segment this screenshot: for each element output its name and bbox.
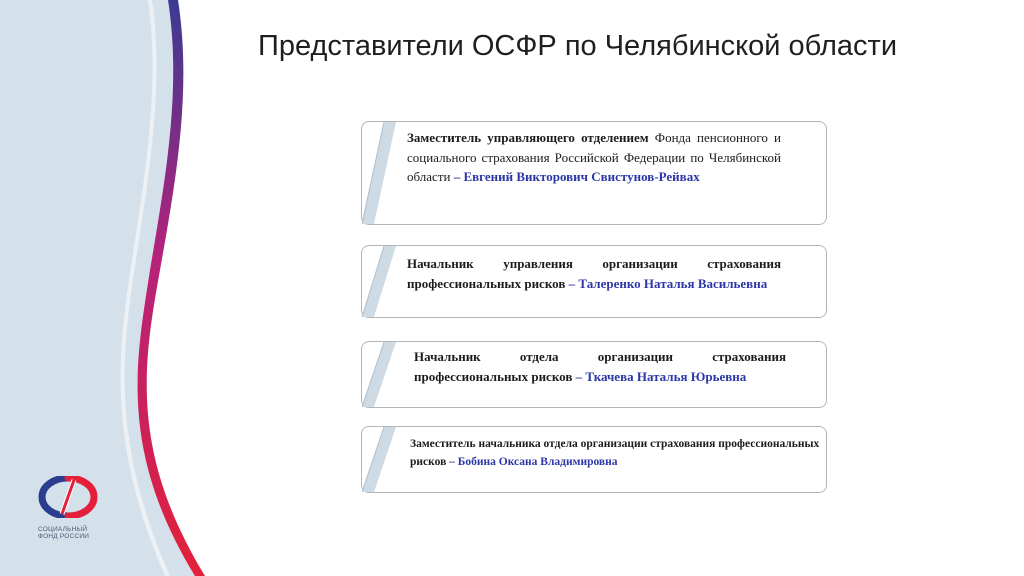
representative-card-4 [361, 426, 827, 493]
card-stripe [362, 427, 402, 492]
position-bold: Заместитель управляющего отделением [407, 130, 649, 145]
representative-text-1 [407, 128, 781, 187]
position-bold: Заместитель начальника отдела организации страхования профессиональных рисков [410, 438, 820, 468]
representative-name: Бобина Оксана Владимировна [457, 456, 618, 468]
representative-name: Ткачева Наталья Юрьевна [585, 368, 747, 384]
separator: – [450, 169, 464, 184]
representative-card-3 [361, 341, 827, 408]
separator: – [446, 456, 458, 468]
representative-card-1 [361, 121, 827, 225]
position-bold: Начальник управления организации страхования профессиональных рисков [407, 256, 781, 291]
card-stripe [362, 246, 402, 317]
page-title: Представители ОСФР по Челябинской области [258, 30, 898, 62]
separator: – [565, 275, 579, 291]
representative-text-4 [410, 435, 820, 471]
position-rest: Фонда пенсионного и социального страхования Российской Федерации по Челябинской области [407, 130, 782, 184]
representative-text-3 [414, 347, 786, 386]
representative-name: Евгений Викторович Свистунов-Рейвах [463, 169, 700, 184]
sfr-logo [38, 476, 108, 540]
sfr-logo-icon [38, 476, 98, 518]
representative-name: Талеренко Наталья Васильевна [578, 275, 768, 291]
card-stripe [362, 122, 402, 224]
card-stripe [362, 342, 402, 407]
position-bold: Начальник отдела организации страхования профессиональных рисков [414, 349, 786, 384]
separator: – [572, 368, 586, 384]
logo-caption-line2: ФОНД РОССИИ [38, 533, 90, 540]
representative-card-2 [361, 245, 827, 318]
representative-text-2 [407, 254, 781, 293]
logo-caption-line1: СОЦИАЛЬНЫЙ [38, 526, 88, 533]
